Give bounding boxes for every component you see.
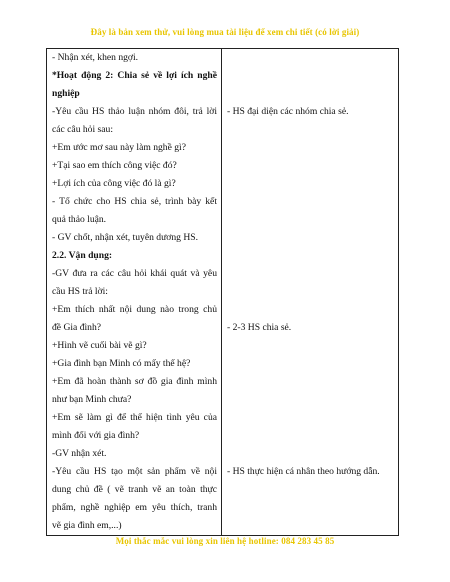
left-line-16: +Hình vẽ cuối bài vẽ gì? bbox=[52, 340, 147, 351]
left-line-18: +Em đã hoàn thành sơ đồ gia đình mình bbox=[52, 376, 217, 387]
student-activities-cell bbox=[222, 49, 399, 536]
left-line-7: +Lợi ích của công việc đó là gì? bbox=[52, 178, 176, 189]
header-banner: Đây là bản xem thử, vui lòng mua tài liệu để xem chi tiết (có lời giải) bbox=[90, 27, 360, 37]
left-line-21: mình đối với gia đình? bbox=[52, 430, 140, 441]
left-line-25: phẩm, nghề nghiệp em yêu thích, tranh bbox=[52, 502, 217, 513]
left-line-8: - Tổ chức cho HS chia sẻ, trình bày kết bbox=[52, 196, 217, 207]
left-line-6: +Tại sao em thích công việc đó? bbox=[52, 160, 177, 171]
left-line-10: - GV chốt, nhận xét, tuyên dương HS. bbox=[52, 232, 198, 243]
left-line-0: - Nhận xét, khen ngợi. bbox=[52, 52, 139, 63]
left-line-23: -Yêu cầu HS tạo một sản phẩm về nội bbox=[52, 466, 217, 477]
left-line-19: như bạn Minh chưa? bbox=[52, 394, 132, 405]
left-line-24: dung chủ đề ( vẽ tranh vẽ an toàn thực bbox=[52, 484, 217, 495]
right-item-0: - HS đại diện các nhóm chia sẻ. bbox=[227, 106, 349, 117]
left-line-20: +Em sẽ làm gì để thể hiện tình yêu của bbox=[52, 412, 217, 423]
lesson-table bbox=[46, 48, 399, 536]
footer-banner: Mọi thắc mắc vui lòng xin liên hệ hotline: 084 283 45 85 bbox=[115, 536, 335, 546]
left-line-17: +Gia đình bạn Minh có mấy thế hệ? bbox=[52, 358, 191, 369]
left-line-9: quả thảo luận. bbox=[52, 214, 107, 225]
activity-2-heading-cont: nghiệp bbox=[52, 88, 80, 99]
teacher-activities-cell bbox=[47, 49, 222, 536]
left-line-4: các câu hỏi sau: bbox=[52, 124, 113, 135]
table-row bbox=[47, 49, 399, 536]
left-line-12: -GV đưa ra các câu hỏi khái quát và yêu bbox=[52, 268, 217, 279]
left-line-22: -GV nhận xét. bbox=[52, 448, 107, 459]
section-2-2-heading: 2.2. Vận dụng: bbox=[52, 250, 113, 261]
right-item-2: - HS thực hiện cá nhân theo hướng dẫn. bbox=[227, 466, 380, 477]
right-item-1: - 2-3 HS chia sẻ. bbox=[227, 322, 292, 333]
left-line-26: vẽ gia đình em,...) bbox=[52, 520, 122, 531]
activity-2-heading: *Hoạt động 2: Chia sẻ về lợi ích nghề bbox=[52, 70, 217, 81]
left-line-5: +Em ước mơ sau này làm nghề gì? bbox=[52, 142, 186, 153]
left-line-13: cầu HS trả lời: bbox=[52, 286, 108, 297]
left-line-15: đề Gia đình? bbox=[52, 322, 102, 333]
left-line-14: +Em thích nhất nội dung nào trong chủ bbox=[52, 304, 217, 315]
left-line-3: -Yêu cầu HS thảo luận nhóm đôi, trả lời bbox=[52, 106, 217, 117]
